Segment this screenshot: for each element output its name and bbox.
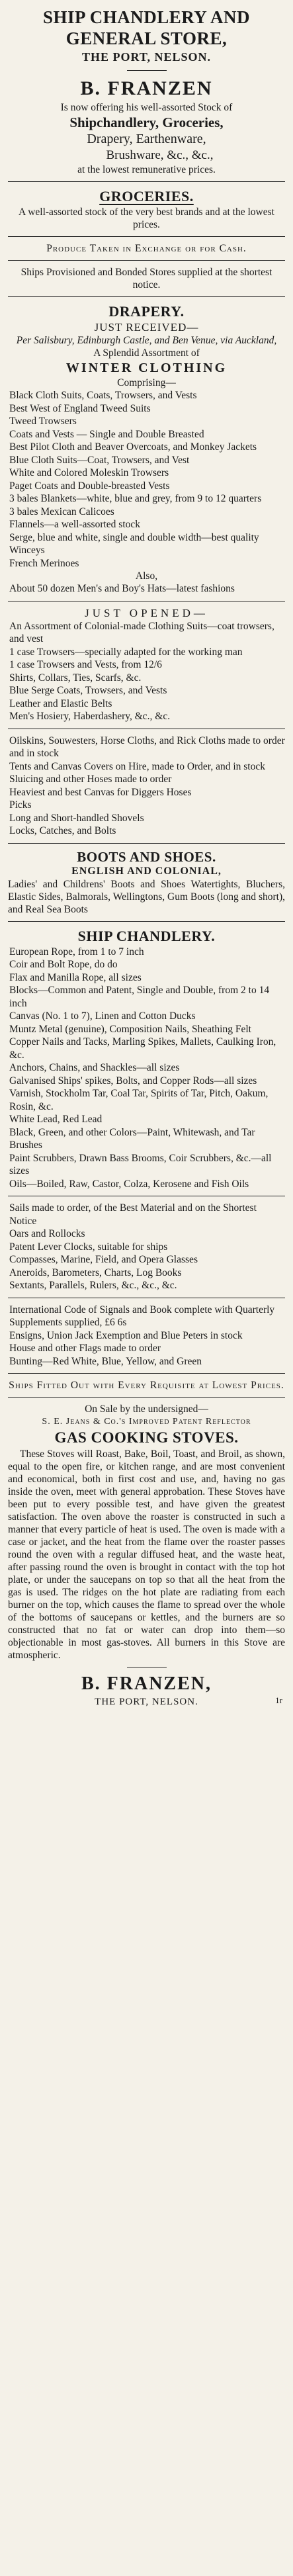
list-item: Men's Hosiery, Haberdashery, &c., &c. [9, 711, 171, 722]
list-item: Oars and Rollocks [9, 1228, 85, 1239]
list-item: Tents and Canvas Covers on Hire, made to Order, and in stock [9, 760, 265, 772]
list-item: Sluicing and other Hoses made to order [9, 774, 172, 785]
winter-clothing-heading: WINTER CLOTHING [65, 361, 228, 375]
title-line-3: THE PORT, NELSON. [81, 50, 212, 64]
header [8, 7, 285, 176]
list-item: Sextants, Parallels, Rulers, &c., &c., &c. [9, 1280, 177, 1291]
category-line-3: Brushware, &c., &c., [106, 148, 214, 162]
list-item: Serge, blue and white, single and double width—best quality [9, 531, 259, 543]
list-item: Picks [9, 799, 32, 811]
list-item: Canvas (No. 1 to 7), Linen and Cotton Ducks [9, 1010, 196, 1022]
gas-stoves-heading: GAS COOKING STOVES. [54, 1429, 239, 1446]
on-sale-line: On Sale by the undersigned— [85, 1403, 208, 1415]
footer-mark: 1r [275, 1695, 282, 1705]
divider [8, 843, 285, 844]
list-item: 3 bales Blankets—white, blue and grey, from 9 to 12 quarters [9, 493, 262, 504]
title-line-1: SHIP CHANDLERY AND [42, 7, 251, 27]
list-item: Blue Cloth Suits—Coat, Trowsers, and Vest [9, 454, 190, 466]
footer-place: THE PORT, NELSON. [95, 1697, 198, 1707]
list-item: Flannels—a well-assorted stock [9, 519, 141, 530]
list-item: Black, Green, and other Colors—Paint, Whitewash, and Tar Brushes [9, 1126, 255, 1151]
list-item: Best Pilot Cloth and Beaver Overcoats, and Monkey Jackets [9, 441, 257, 453]
list-item: Flax and Manilla Rope, all sizes [9, 971, 142, 983]
list-item: Blocks—Common and Patent, Single and Double, from 2 to 14 inch [9, 985, 270, 1009]
list-item: Heaviest and best Canvas for Diggers Hoses [9, 786, 192, 798]
list-item: An Assortment of Colonial-made Clothing Suits—coat trowsers, and vest [9, 620, 274, 644]
sails-item-list [8, 1202, 285, 1292]
list-item: Copper Nails and Tacks, Marling Spikes, Mallets, Caulking Iron, &c. [9, 1036, 276, 1061]
ships-provisioned-notice: Ships Provisioned and Bonded Stores supplied at the shortest notice. [21, 267, 272, 290]
intro-text-2: at the lowest remunerative prices. [77, 164, 216, 175]
ships-fitted-notice: Ships Fitted Out with Every Requisite at Lowest Prices. [9, 1380, 284, 1391]
divider [8, 1373, 285, 1374]
divider [8, 260, 285, 261]
list-item: Tweed Trowsers [9, 416, 77, 427]
list-item: White and Colored Moleskin Trowsers [9, 467, 169, 478]
groceries-text: A well-assorted stock of the very best brands and at the lowest prices. [19, 206, 274, 230]
list-item: Oils—Boiled, Raw, Castor, Colza, Kerosene and Fish Oils [9, 1178, 249, 1190]
list-item: Sails made to order, of the Best Material and on the Shortest Notice [9, 1202, 257, 1227]
list-item: House and other Flags made to order [9, 1343, 161, 1354]
boots-text: Ladies' and Childrens' Boots and Shoes Watertights, Bluchers, Elastic Sides, Balmorals, Wellingtons, Gum Boots (long and short), and Real Sea Boots [8, 878, 285, 915]
groceries-heading: GROCERIES. [99, 188, 194, 204]
list-item: European Rope, from 1 to 7 inch [9, 946, 144, 957]
list-item: Coats and Vests — Single and Double Breasted [9, 428, 204, 440]
category-line-1: Shipchandlery, Groceries, [69, 114, 224, 130]
gas-stoves-section [8, 1415, 285, 1662]
also-line: Also, [135, 570, 158, 582]
just-opened-section [8, 607, 285, 723]
sails-section [8, 1202, 285, 1292]
hats-line: About 50 dozen Men's and Boy's Hats—latest fashions [9, 583, 235, 594]
list-item: Paget Coats and Double-breasted Vests [9, 480, 170, 492]
signals-item-list [8, 1304, 285, 1368]
ship-chandlery-section [8, 927, 285, 1191]
list-item: Long and Short-handled Shovels [9, 812, 144, 824]
drapery-item-list [8, 389, 285, 570]
list-item: Locks, Catches, and Bolts [9, 825, 116, 836]
divider [8, 921, 285, 922]
divider [8, 296, 285, 297]
just-received-heading: JUST RECEIVED— [94, 321, 199, 333]
list-item: Anchors, Chains, and Shackles—all sizes [9, 1062, 180, 1073]
list-item: Shirts, Collars, Ties, Scarfs, &c. [9, 672, 142, 684]
proprietor-name: B. FRANZEN [80, 77, 213, 99]
signals-section [8, 1304, 285, 1368]
title-line-2: GENERAL STORE, [65, 28, 228, 48]
drapery-section [8, 302, 285, 596]
oilskins-item-list [8, 734, 285, 838]
list-item: Paint Scrubbers, Drawn Bass Brooms, Coir Scrubbers, &c.—all sizes [9, 1152, 272, 1177]
divider [8, 236, 285, 237]
divider [127, 70, 167, 71]
list-item: Galvanised Ships' spikes, Bolts, and Copper Rods—all sizes [9, 1075, 257, 1087]
gas-stoves-maker: S. E. Jeans & Co.'s Improved Patent Reflector [42, 1417, 251, 1427]
list-item: Winceys [9, 545, 45, 556]
boots-heading: BOOTS AND SHOES. [77, 848, 216, 865]
ships-line: Per Salisbury, Edinburgh Castle, and Ben Venue, via Auckland, [16, 335, 277, 346]
divider [8, 181, 285, 182]
list-item: 1 case Trowsers—specially adapted for the working man [9, 646, 243, 658]
produce-notice: Produce Taken in Exchange or for Cash. [46, 243, 247, 254]
list-item: Blue Serge Coats, Trowsers, and Vests [9, 685, 167, 696]
list-item: Black Cloth Suits, Coats, Trowsers, and Vests [9, 390, 197, 401]
intro-text: Is now offering his well-assorted Stock of [60, 102, 233, 113]
ship-chandlery-item-list [8, 946, 285, 1191]
list-item: Best West of England Tweed Suits [9, 402, 151, 414]
list-item: Muntz Metal (genuine), Composition Nails, Sheathing Felt [9, 1023, 251, 1035]
list-item: International Code of Signals and Book complete with Quarterly Supplements supplied, £6 6s [9, 1304, 275, 1328]
list-item: Leather and Elastic Belts [9, 697, 112, 709]
list-item: Patent Lever Clocks, suitable for ships [9, 1241, 168, 1253]
footer-name: B. FRANZEN, [81, 1673, 212, 1694]
list-item: 1 case Trowsers and Vests, from 12/6 [9, 659, 162, 670]
list-item: French Merinoes [9, 557, 79, 569]
list-item: Varnish, Stockholm Tar, Coal Tar, Spirits of Tar, Pitch, Oakum, Rosin, &c. [9, 1088, 269, 1112]
comprising-line: Comprising— [117, 377, 176, 388]
assortment-line: A Splendid Assortment of [93, 347, 200, 359]
just-opened-heading: JUST OPENED— [85, 606, 208, 619]
list-item: Aneroids, Barometers, Charts, Log Books [9, 1266, 182, 1278]
list-item: Compasses, Marine, Field, and Opera Glasses [9, 1254, 198, 1265]
category-line-2: Drapery, Earthenware, [87, 132, 206, 146]
drapery-heading: DRAPERY. [108, 303, 185, 320]
boots-subheading: ENGLISH AND COLONIAL, [71, 865, 222, 877]
oilskins-section [8, 734, 285, 838]
divider [8, 1397, 285, 1398]
gas-stoves-text: These Stoves will Roast, Bake, Boil, Toast, and Broil, as shown, equal to the open fire, or kitchen range, and are most convenient and economical, both in first cost and use, and, having no gas inside the oven, meet with general approbation. These Stoves have been put to every possible test, and have given the greatest satisfaction. The oven above the roaster is constructed in such a manner that every particle of heat is used. The oven is made with a case or jacket, and the heat from the flame over the roaster passes round the oven with a regular diffused heat, and the waste heat, after passing round the oven is brought in contact with the top hot plate, or under the saucepans on top so that all the heat from the gas is used. The ridges on the hot plate are radiating from each burner on the top, which causes the flame to spread over the whole of the bottoms of saucepans or kettles, and the burners are so constructed that no fat or water can drop into them—so objectionable in most gas-stoves. All burners in this Stove are atmospheric. [8, 1448, 285, 1661]
list-item: 3 bales Mexican Calicoes [9, 506, 114, 517]
list-item: Bunting—Red White, Blue, Yellow, and Green [9, 1355, 202, 1367]
list-item: White Lead, Red Lead [9, 1114, 103, 1125]
groceries-section [8, 187, 285, 231]
list-item: Coir and Bolt Rope, do do [9, 959, 118, 970]
list-item: Oilskins, Souwesters, Horse Cloths, and Rick Cloths made to order and in stock [9, 734, 285, 759]
boots-section [8, 849, 285, 916]
ship-chandlery-heading: SHIP CHANDLERY. [77, 927, 216, 944]
list-item: Ensigns, Union Jack Exemption and Blue Peters in stock [9, 1329, 243, 1341]
footer [8, 1673, 285, 1709]
just-opened-item-list [8, 620, 285, 723]
